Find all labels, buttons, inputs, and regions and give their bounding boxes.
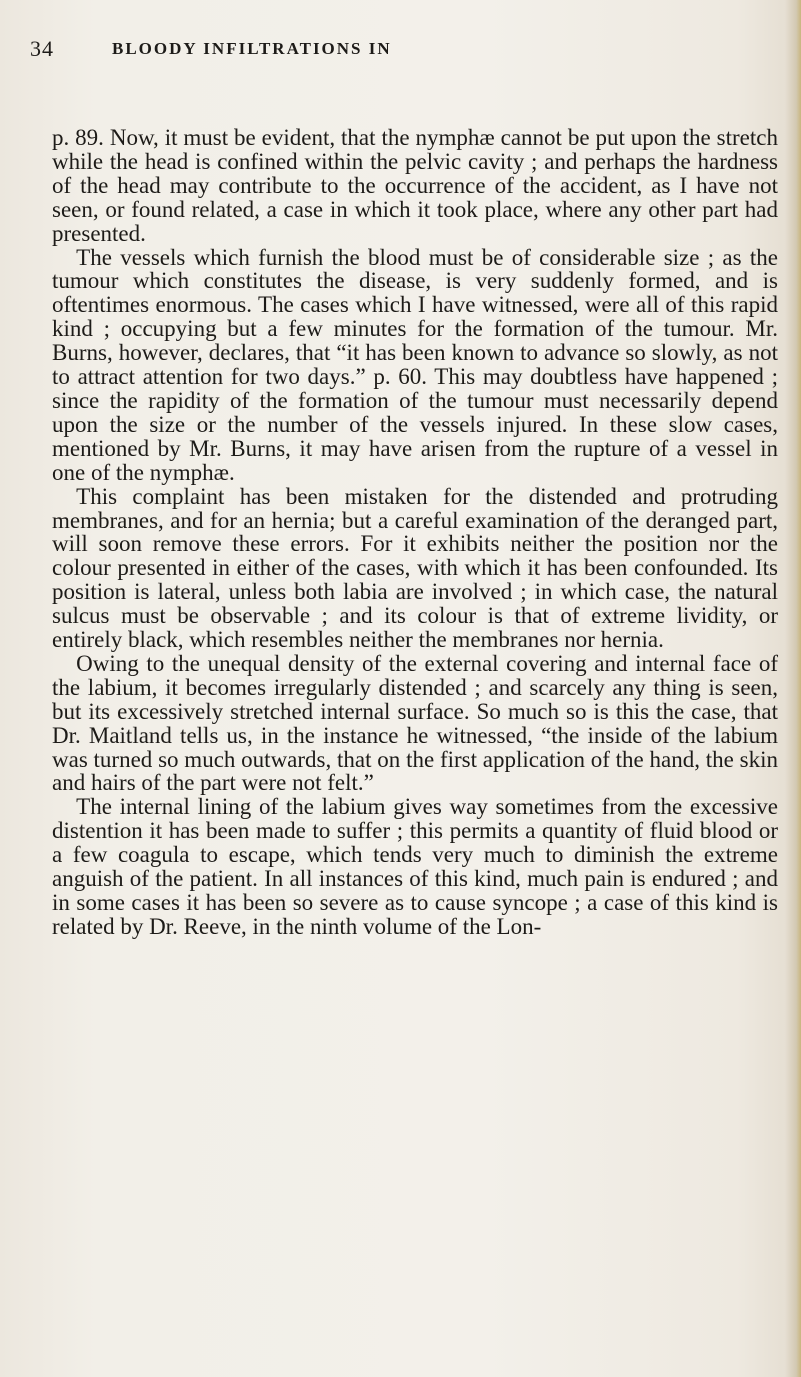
paragraph: The vessels which furnish the blood must be of considerable size ; as the tumour which constitutes the disease, is very suddenly formed, and is oftentimes enormous. The cases which I have witnessed, were all of this rapid kind ; occupying but a few minutes for the formation of the tumour. Mr. Burns, however, declares, that “it has been known to advance so slowly, as not to attract attention for two days.” p. 60. This may doubtless have happened ; since the rapidity of the formation of the tumour must necessarily depend upon the size or the number of the vessels injured. In these slow cases, mentioned by Mr. Burns, it may have arisen from the rupture of a vessel in one of the nymphæ. bbox=[52, 244, 778, 485]
page-edge-shading bbox=[785, 0, 801, 1377]
body-text bbox=[52, 126, 778, 939]
paragraph: Owing to the unequal density of the external covering and internal face of the labium, it becomes irregularly distended ; and scarcely any thing is seen, but its excessively stretched internal surface. So much so is this the case, that Dr. Maitland tells us, in the instance he witnessed, “the inside of the labium was turned so much outwards, that on the first application of the hand, the skin and hairs of the part were not felt.” bbox=[52, 650, 778, 796]
page-number: 34 bbox=[30, 36, 54, 61]
paragraph: The internal lining of the labium gives way sometimes from the excessive distention it has been made to suffer ; this permits a quantity of fluid blood or a few coagula to escape, which tends very much to diminish the extreme anguish of the patient. In all instances of this kind, much pain is endured ; and in some cases it has been so severe as to cause syncope ; a case of this kind is related by Dr. Reeve, in the ninth volume of the Lon- bbox=[52, 794, 778, 939]
paragraph: p. 89. Now, it must be evident, that the nymphæ cannot be put upon the stretch while the head is confined within the pelvic cavity ; and perhaps the hardness of the head may contribute to the occurrence of the accident, as I have not seen, or found related, a case in which it took place, where any other part had presented. bbox=[52, 125, 778, 246]
paragraph: This complaint has been mistaken for the distended and protruding membranes, and for an hernia; but a careful examination of the deranged part, will soon remove these errors. For it exhibits neither the position nor the colour presented in either of the cases, with which it has been confounded. Its position is lateral, unless both labia are involved ; in which case, the natural sulcus must be observable ; and its colour is that of extreme lividity, or entirely black, which resembles neither the membranes nor hernia. bbox=[52, 483, 778, 653]
page-header bbox=[0, 36, 801, 76]
running-head: BLOODY INFILTRATIONS IN bbox=[112, 39, 392, 58]
